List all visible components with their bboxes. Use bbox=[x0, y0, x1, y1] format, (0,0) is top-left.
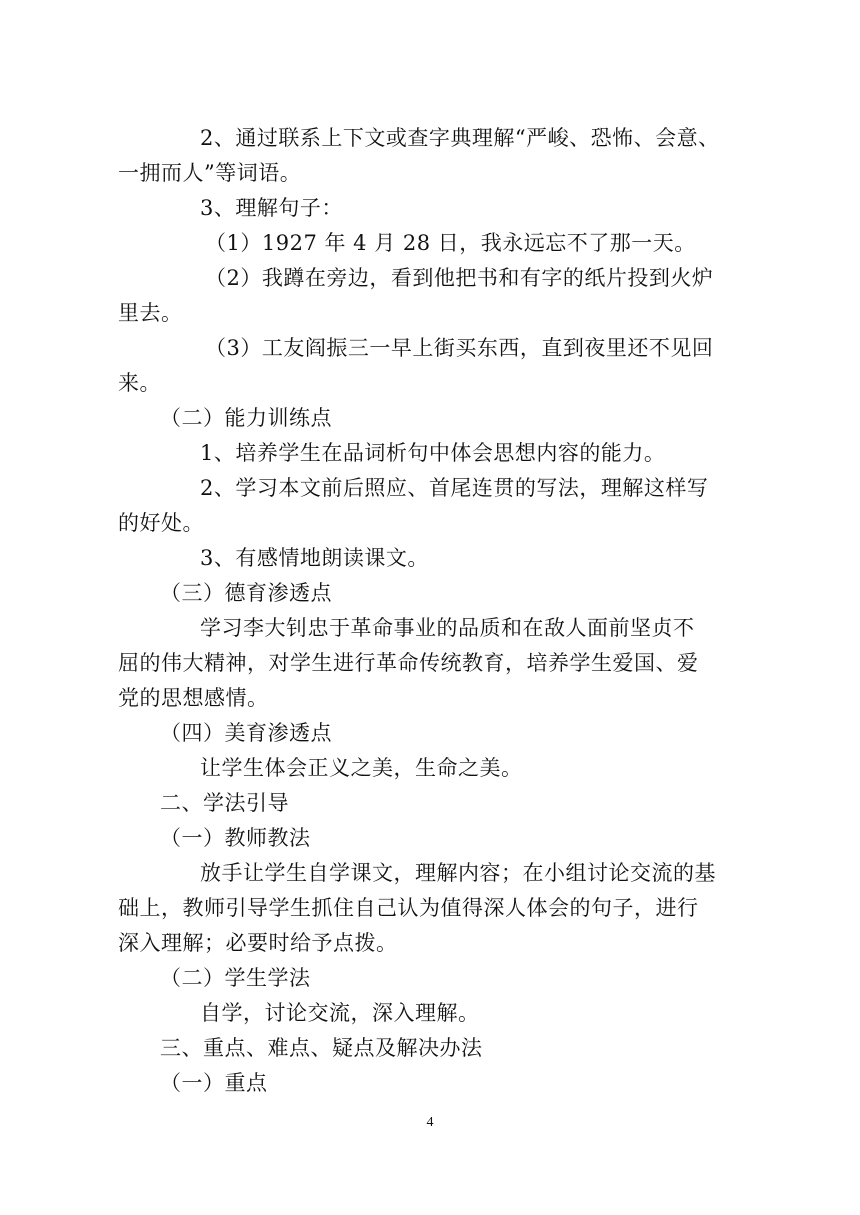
text-line: （1）1927 年 4 月 28 日，我永远忘不了那一天。 bbox=[205, 231, 696, 255]
text-line: 深入理解；必要时给予点拨。 bbox=[118, 931, 398, 955]
text-line: 里去。 bbox=[118, 301, 183, 325]
text-line: 放手让学生自学课文，理解内容；在小组讨论交流的基 bbox=[200, 861, 716, 885]
text-line: 2、学习本文前后照应、首尾连贯的写法，理解这样写 bbox=[200, 476, 709, 500]
section-heading: （二）能力训练点 bbox=[160, 406, 332, 430]
section-heading: （一）教师教法 bbox=[160, 826, 311, 850]
text-line: 屈的伟大精神，对学生进行革命传统教育，培养学生爱国、爱 bbox=[118, 651, 699, 675]
text-line: 来。 bbox=[118, 371, 161, 395]
text-line: 自学，讨论交流，深入理解。 bbox=[200, 1001, 480, 1025]
section-heading: 三、重点、难点、疑点及解决办法 bbox=[160, 1036, 483, 1060]
text-line: （3）工友阎振三一早上街买东西，直到夜里还不见回 bbox=[205, 336, 714, 360]
section-heading: （四）美育渗透点 bbox=[160, 721, 332, 745]
section-heading: （一）重点 bbox=[160, 1071, 268, 1095]
section-heading: 二、学法引导 bbox=[160, 791, 289, 815]
text-line: 学习李大钊忠于革命事业的品质和在敌人面前坚贞不 bbox=[200, 616, 695, 640]
section-heading: （二）学生学法 bbox=[160, 966, 311, 990]
text-line: 3、有感情地朗读课文。 bbox=[200, 546, 429, 570]
text-line: 党的思想感情。 bbox=[118, 686, 269, 710]
page-number: 4 bbox=[426, 1115, 434, 1130]
text-line: （2）我蹲在旁边，看到他把书和有字的纸片投到火炉 bbox=[205, 266, 714, 290]
text-line: 的好处。 bbox=[118, 511, 204, 535]
section-heading: （三）德育渗透点 bbox=[160, 581, 332, 605]
text-line: 一拥而人”等词语。 bbox=[118, 161, 302, 185]
text-line: 让学生体会正义之美，生命之美。 bbox=[200, 756, 523, 780]
text-line: 础上，教师引导学生抓住自己认为值得深人体会的句子，进行 bbox=[118, 896, 699, 920]
text-line: 3、理解句子： bbox=[200, 196, 343, 220]
text-line: 1、培养学生在品词析句中体会思想内容的能力。 bbox=[200, 441, 666, 465]
text-line: 2、通过联系上下文或查字典理解“严峻、恐怖、会意、 bbox=[200, 126, 720, 150]
